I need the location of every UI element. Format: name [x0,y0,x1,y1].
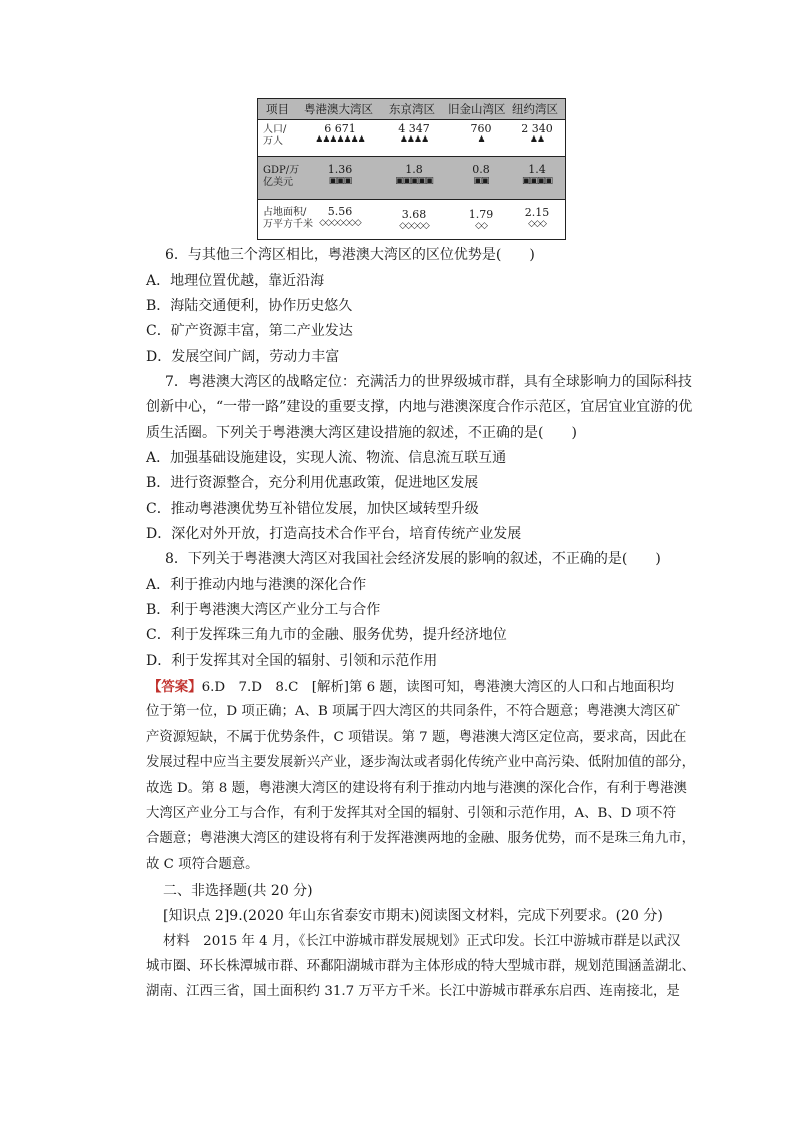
q7-option-c: C．推动粤港澳优势互补错位发展，加快区域转型升级 [146,501,479,517]
answer-first-line [148,678,674,697]
diamond-icon-row: ◇◇ [475,221,487,231]
table-cell: 2.15 ◇◇◇ [505,206,569,230]
table-cell: 760 ♟ [449,122,513,146]
q8-option-c: C．利于发挥珠三角九市的金融、服务优势，提升经济地位 [146,627,507,643]
row-label: 占地面积/ 万平方千米 [263,207,313,230]
answer-line: 发展过程中应当主要发展新兴产业，逐步淘汰或者弱化传统产业中高污染、低附加值的部分， [146,755,696,770]
table-cell: 6 671 ♟♟♟♟♟♟♟ [308,122,372,146]
q6-option-d: D．发展空间广阔，劳动力丰富 [146,349,340,365]
question-8-stem: 8．下列关于粤港澳大湾区对我国社会经济发展的影响的叙述，不正确的是( ) [165,551,661,567]
diamond-icon-row: ◇◇◇ [528,219,546,229]
table-row-area [258,200,565,239]
question-7-stem-line: 7．粤港澳大湾区的战略定位：充满活力的世界级城市群，具有全球影响力的国际科技 [165,374,692,390]
money-icon-row: ▣▣▣▣ [521,176,552,186]
table-cell: 1.4 ▣▣▣▣ [505,163,569,187]
person-icon-row: ♟♟♟♟♟♟♟ [315,135,365,145]
diamond-icon-row: ◇◇◇◇◇◇◇ [319,218,361,228]
question-9-stem: [知识点 2]9.(2020 年山东省泰安市期末)阅读图文材料，完成下列要求。(20 分) [163,908,663,924]
diamond-icon-row: ◇◇◇◇◇ [399,221,429,231]
answer-tag: 【答案】 [148,679,202,695]
table-header-cell: 旧金山湾区 [448,102,506,116]
money-icon-row: ▣▣▣ [328,176,352,186]
money-icon-row: ▣▣▣▣▣ [395,176,433,186]
table-cell: 1.8 ▣▣▣▣▣ [382,163,446,187]
q7-option-d: D．深化对外开放，打造高技术合作平台，培育传统产业发展 [146,526,522,542]
answer-line: 合题意；粤港澳大湾区的建设将有利于发挥港澳两地的金融、服务优势，而不是珠三角九市， [146,831,696,846]
table-cell: 3.68 ◇◇◇◇◇ [382,208,446,232]
table-cell: 5.56 ◇◇◇◇◇◇◇ [308,205,372,229]
answer-line: 位于第一位，D 项正确；A、B 项属于四大湾区的共同条件，不符合题意；粤港澳大湾区矿 [146,704,681,719]
question-6-stem: 6．与其他三个湾区相比，粤港澳大湾区的区位优势是( ) [165,247,535,263]
question-7-stem-line: 质生活圈。下列关于粤港澳大湾区建设措施的叙述，不正确的是( ) [146,425,577,441]
table-header-cell: 纽约湾区 [512,102,558,116]
row-label: GDP/万 亿美元 [263,165,300,188]
table-header-cell: 项目 [266,102,289,116]
table-cell: 1.36 ▣▣▣ [308,163,372,187]
q7-option-a: A．加强基础设施建设，实现人流、物流、信息流互联互通 [146,450,507,466]
q6-option-b: B．海陆交通便利，协作历史悠久 [146,298,353,314]
table-header-row [258,99,565,120]
table-header-cell: 粤港澳大湾区 [304,102,373,116]
q7-option-b: B．进行资源整合，充分利用优惠政策，促进地区发展 [146,475,479,491]
q8-option-a: A．利于推动内地与港澳的深化合作 [146,577,367,593]
row-label: 人口/ 万人 [263,124,287,147]
person-icon-row: ♟ [477,135,485,145]
material-line: 湖南、江西三省，国土面积约 31.7 万平方千米。长江中游城市群承东启西、连南接北，是 [146,984,680,999]
table-cell: 0.8 ▣▣ [449,163,513,187]
answer-text: 6.D 7.D 8.C [解析]第 6 题，读图可知，粤港澳大湾区的人口和占地面积均 [201,680,675,695]
person-icon-row: ♟♟ [529,135,545,145]
table-row-population [258,120,565,157]
q8-option-d: D．利于发挥其对全国的辐射、引领和示范作用 [146,653,438,669]
person-icon-row: ♟♟♟♟ [399,135,429,145]
section-heading: 二、非选择题(共 20 分) [163,883,313,899]
answer-line: 产资源短缺，不属于优势条件，C 项错误。第 7 题，粤港澳大湾区定位高，要求高，因此在 [146,730,687,745]
q8-option-b: B．利于粤港澳大湾区产业分工与合作 [146,602,381,618]
material-line: 城市圈、环长株潭城市群、环鄱阳湖城市群为主体形成的特大型城市群，规划范围涵盖湖北、 [146,959,696,974]
q6-option-c: C．矿产资源丰富，第二产业发达 [146,323,353,339]
q6-option-a: A．地理位置优越，靠近沿海 [146,273,325,289]
table-cell: 1.79 ◇◇ [449,208,513,232]
table-header-cell: 东京湾区 [389,102,435,116]
material-line: 材料 2015 年 4 月，《长江中游城市群发展规划》正式印发。长江中游城市群是以武汉 [163,934,681,949]
answer-line: 大湾区产业分工与合作，有利于发挥其对全国的辐射、引领和示范作用，A、B、D 项不符 [146,806,676,821]
table-row-gdp [258,157,565,200]
answer-line: 故选 D。第 8 题，粤港澳大湾区的建设将有利于推动内地与港澳的深化合作，有利于粤港澳 [146,781,687,796]
answer-line: 故 C 项符合题意。 [146,857,259,872]
money-icon-row: ▣▣ [473,176,489,186]
table-cell: 2 340 ♟♟ [505,122,569,146]
table-cell: 4 347 ♟♟♟♟ [382,122,446,146]
question-7-stem-line: 创新中心，“一带一路”建设的重要支撑，内地与港澳深度合作示范区，宜居宜业宜游的优 [146,399,693,415]
bay-area-comparison-table [257,98,566,240]
